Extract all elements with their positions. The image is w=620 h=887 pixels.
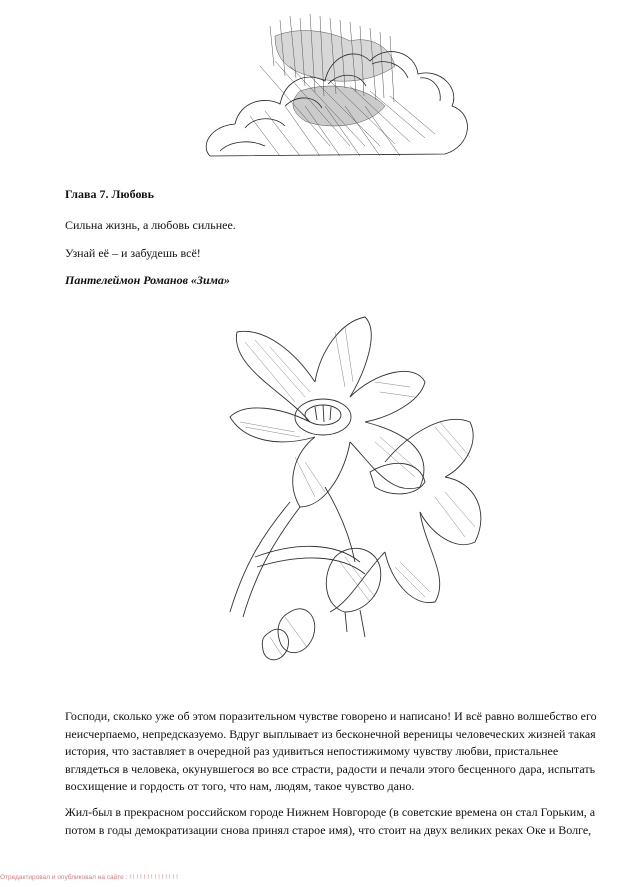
body-paragraph: Жил-был в прекрасном российском городе Нижнем Новгороде (в советские времена он стал Горьким, а потом в годы демократизации снова принял старое имя), что стоит на двух великих реках Оке и Волге, [65, 805, 596, 837]
body-paragraph: Господи, сколько уже об этом поразительном чувстве говорено и написано! И всё равно волшебство его неисчерпаемо, непредсказуемо. Вдруг выплывает из бесконечной вереницы человеческих жизней такая история, что заставляет в очередной раз удивиться непостижимому чувству любви, пристальнее вглядеться в человека, окунувшегося во все страсти, радости и печали этого бесценного дара, испытать восхищение и гордость от того, что нам, людям, такое чувство дано. [65, 709, 597, 794]
flower-sketch-illustration [175, 312, 530, 697]
cloud-sketch-illustration [190, 6, 480, 174]
epigraph-line: Сильна жизнь, а любовь сильнее. [65, 218, 236, 232]
epigraph-line: Узнай её – и забудешь всё! [65, 246, 201, 260]
epigraph-author: Пантелеймон Романов «Зима» [65, 273, 230, 287]
chapter-title: Глава 7. Любовь [65, 187, 154, 201]
footer-note: Отредактировал и опубликовал на сайте : ! ! ! ! ! ! ! ! ! ! ! ! ! ! [0, 874, 178, 881]
